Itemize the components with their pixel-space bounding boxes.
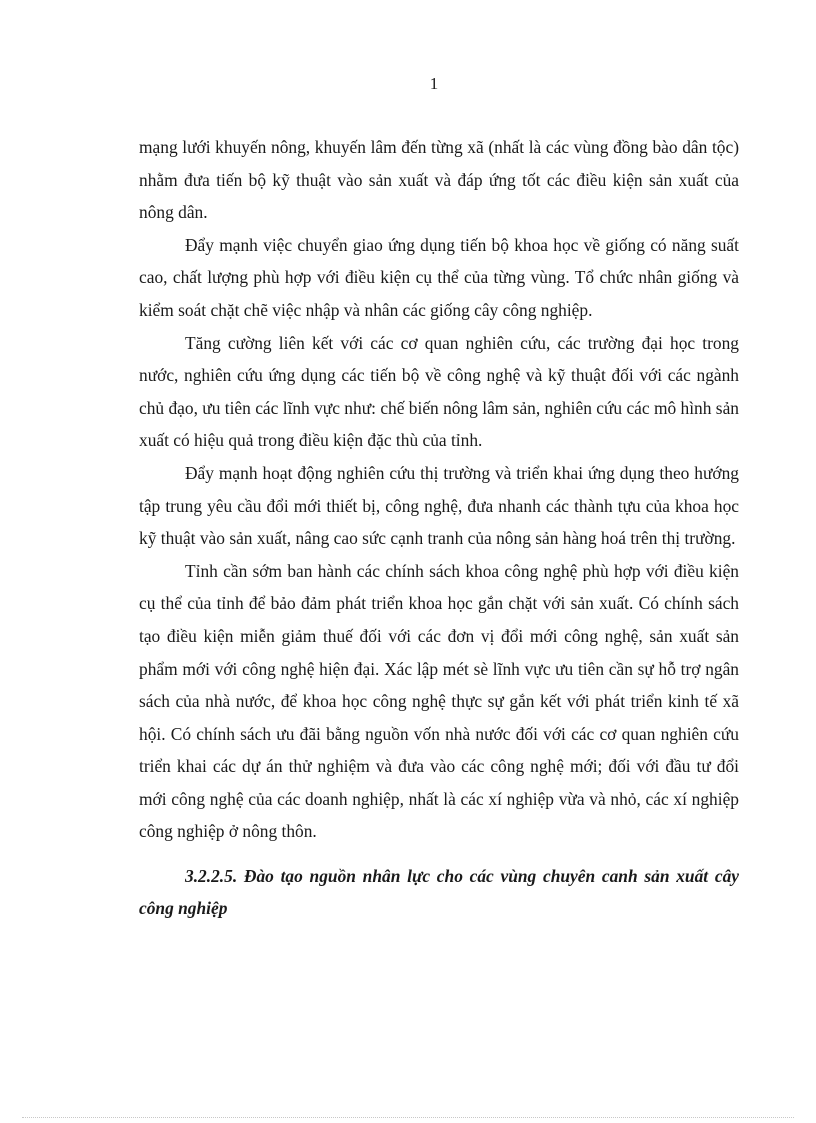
paragraph-market-research: Đẩy mạnh hoạt động nghiên cứu thị trường và triển khai ứng dụng theo hướng tập trung yêu cầu đổi mới thiết bị, công nghệ, đưa nhanh các thành tựu của khoa học kỹ thuật vào sản xuất, nâng cao sức cạnh tranh của nông sản hàng hoá trên thị trường. (139, 462, 739, 549)
paragraph-extension-network: mạng lưới khuyến nông, khuyến lâm đến từng xã (nhất là các vùng đồng bào dân tộc) nhằm đưa tiến bộ kỹ thuật vào sản xuất và đáp ứng tốt các điều kiện sản xuất của nông dân. (139, 137, 739, 223)
paragraph-seed-technology-transfer: Đẩy mạnh việc chuyển giao ứng dụng tiến bộ khoa học về giống có năng suất cao, chất lượng phù hợp với điều kiện cụ thể của từng vùng. Tổ chức nhân giống và kiểm soát chặt chẽ việc nhập và nhân các giống cây công nghiệp. (139, 234, 739, 320)
paragraph-science-policy: Tỉnh cần sớm ban hành các chính sách khoa công nghệ phù hợp với điều kiện cụ thể của tỉnh để bảo đảm phát triển khoa học gắn chặt với sản xuất. Có chính sách tạo điều kiện miễn giảm thuế đối với các đơn vị đổi mới công nghệ, sản xuất sản phẩm mới với công nghệ hiện đại. Xác lập mét sè lĩnh vực ưu tiên cần sự hỗ trợ ngân sách của nhà nước, để khoa học công nghệ thực sự gắn kết với phát triển kinh tế xã hội. Có chính sách ưu đãi bằng nguồn vốn nhà nước đối với các cơ quan nghiên cứu triển khai các dự án thử nghiệm và đưa vào các công nghệ mới; đối với đầu tư đổi mới công nghệ của các doanh nghiệp, nhất là các xí nghiệp vừa và nhỏ, các xí nghiệp công nghiệp ở nông thôn. (139, 560, 739, 842)
page-number: 1 (429, 74, 439, 93)
page-bottom-divider (22, 1117, 794, 1118)
paragraph-research-cooperation: Tăng cường liên kết với các cơ quan nghiên cứu, các trường đại học trong nước, nghiên cứu ứng dụng các tiến bộ về công nghệ và kỹ thuật đối với các ngành chủ đạo, ưu tiên các lĩnh vực như: chế biến nông lâm sản, nghiên cứu các mô hình sản xuất có hiệu quả trong điều kiện đặc thù của tỉnh. (139, 332, 739, 451)
body-text (139, 131, 739, 924)
section-heading: 3.2.2.5. Đào tạo nguồn nhân lực cho các vùng chuyên canh sản xuất cây công nghiệp (139, 866, 739, 919)
